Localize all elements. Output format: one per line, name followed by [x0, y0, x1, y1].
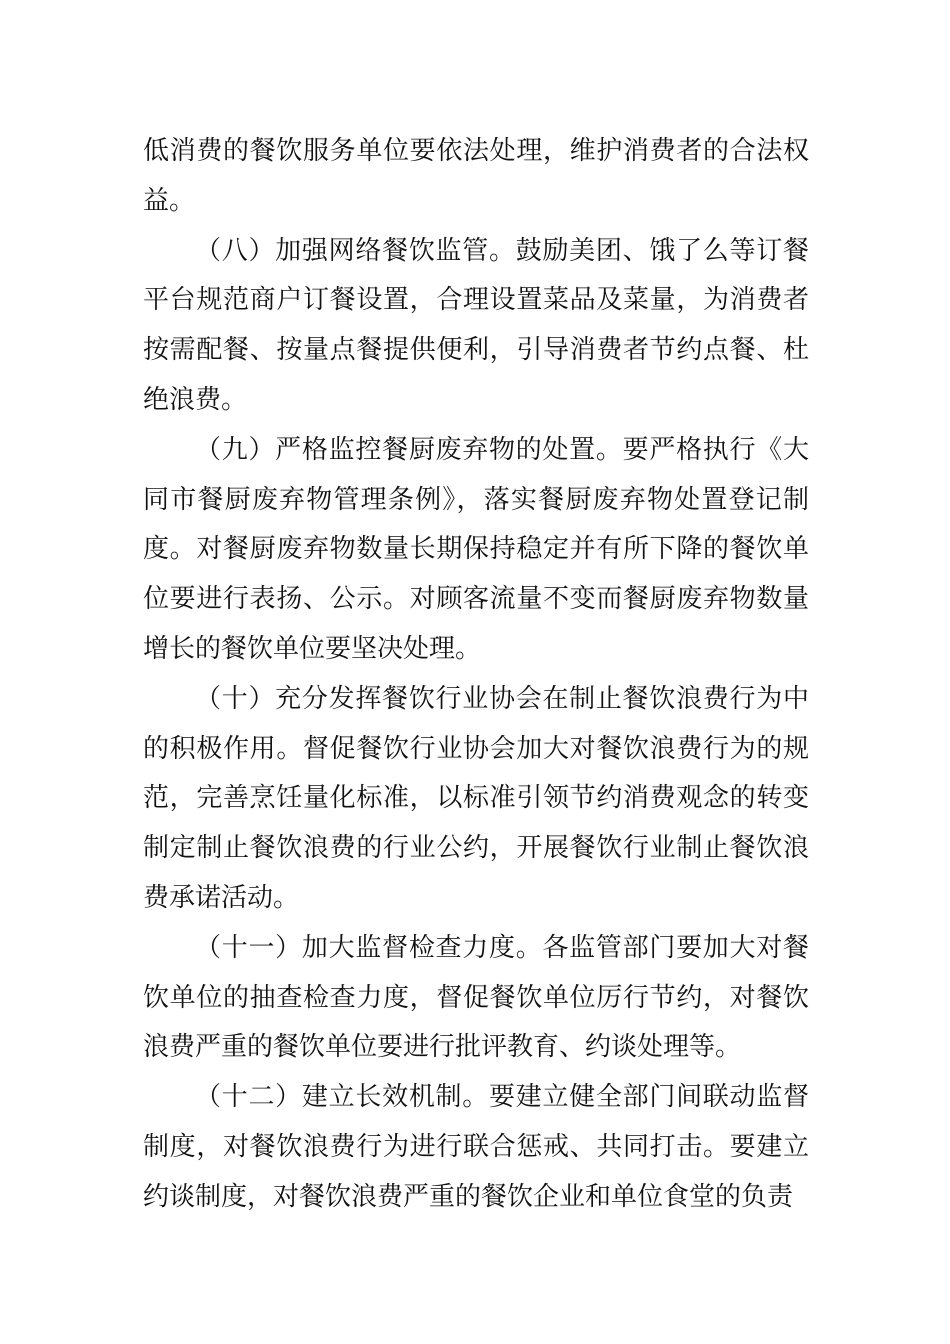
document-body — [143, 127, 809, 1223]
paragraph-inspection: （十一）加大监督检查力度。各监管部门要加大对餐饮单位的抽查检查力度，督促餐饮单位厉行节约，对餐饮浪费严重的餐饮单位要进行批评教育、约谈处理等。 — [143, 932, 809, 1063]
paragraph-industry-association: （十）充分发挥餐饮行业协会在制止餐饮浪费行为中的积极作用。督促餐饮行业协会加大对餐饮浪费行为的规范，完善烹饪量化标准，以标准引领节约消费观念的转变制定制止餐饮浪费的行业公约，开展餐饮行业制止餐饮浪费承诺活动。 — [143, 683, 809, 913]
paragraph-kitchen-waste: （九）严格监控餐厨废弃物的处置。要严格执行《大同市餐厨废弃物管理条例》，落实餐厨废弃物处置登记制度。对餐厨废弃物数量长期保持稳定并有所下降的餐饮单位要进行表扬、公示。对顾客流量不变而餐厨废弃物数量增长的餐饮单位要坚决处理。 — [143, 434, 809, 664]
paragraph-continuation: 低消费的餐饮服务单位要依法处理，维护消费者的合法权益。 — [143, 136, 809, 216]
paragraph-long-term-mechanism: （十二）建立长效机制。要建立健全部门间联动监督制度，对餐饮浪费行为进行联合惩戒、共同打击。要建立约谈制度，对餐饮浪费严重的餐饮企业和单位食堂的负责 — [143, 1082, 809, 1212]
paragraph-online-catering: （八）加强网络餐饮监管。鼓励美团、饿了么等订餐平台规范商户订餐设置，合理设置菜品及菜量，为消费者按需配餐、按量点餐提供便利，引导消费者节约点餐、杜绝浪费。 — [143, 235, 809, 415]
